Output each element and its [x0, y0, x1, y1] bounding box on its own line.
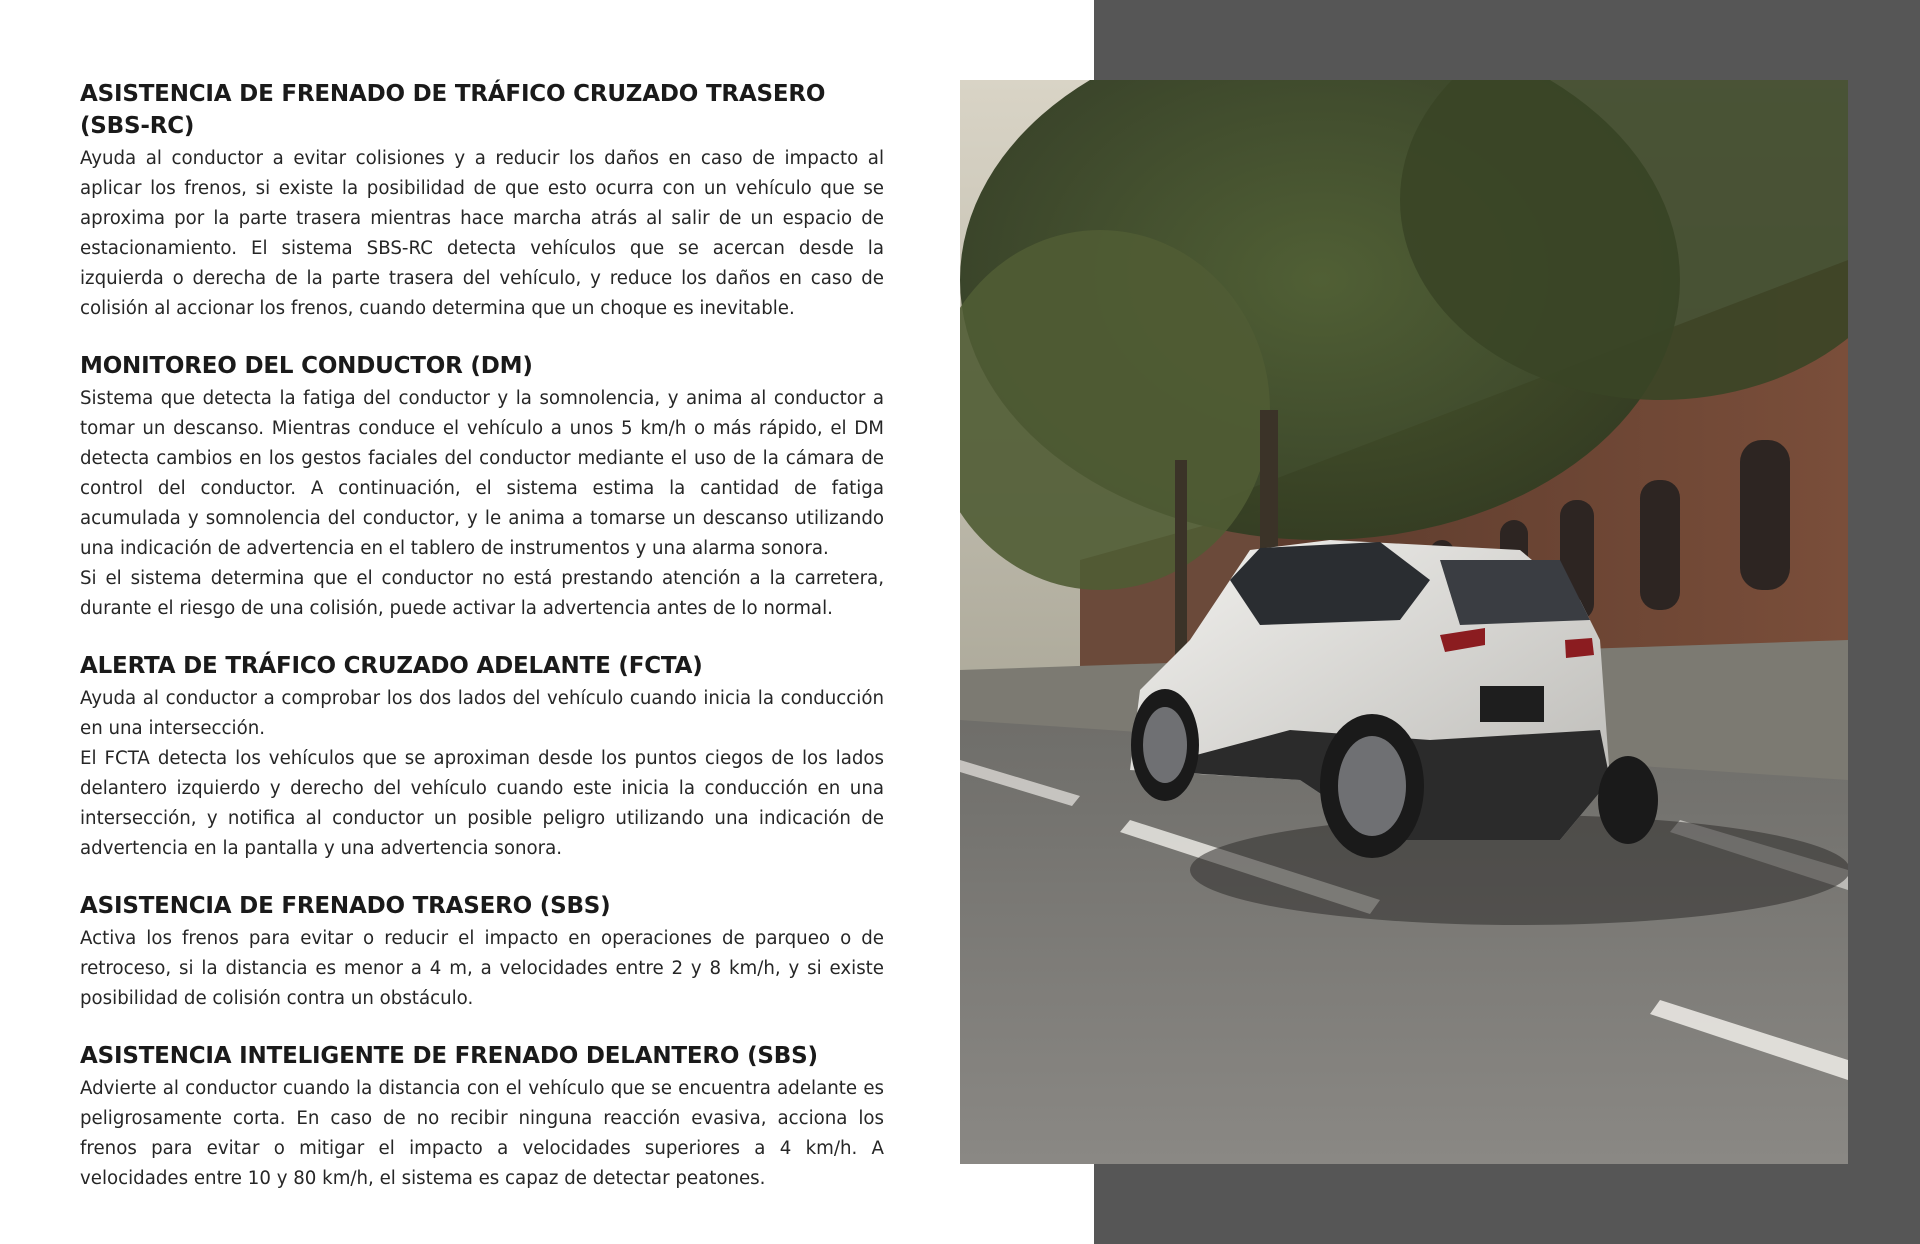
section-title: ASISTENCIA DE FRENADO DE TRÁFICO CRUZADO TRASERO (SBS-RC): [80, 81, 826, 139]
section-paragraph: Advierte al conductor cuando la distancia con el vehículo que se encuentra adelante es peligrosamente corta. En caso de no recibir ninguna reacción evasiva, acciona los frenos para evitar o mitigar el impacto a velocidades superiores a 4 km/h. A velocidades entre 10 y 80 km/h, el sistema es capaz de detectar peatones.: [80, 1078, 884, 1189]
section-title: ALERTA DE TRÁFICO CRUZADO ADELANTE (FCTA): [80, 653, 703, 679]
section-paragraph: Sistema que detecta la fatiga del conductor y la somnolencia, y anima al conductor a tomar un descanso. Mientras conduce el vehículo a unos 5 km/h o más rápido, el DM detecta cambios en los gestos faciales del conductor mediante el uso de la cámara de control del conductor. A continuación, el sistema estima la cantidad de fatiga acumulada y somnolencia del conductor, y le anima a tomarse un descanso utilizando una indicación de advertencia en el tablero de instrumentos y una alarma sonora.: [80, 388, 884, 559]
section-title: MONITOREO DEL CONDUCTOR (DM): [80, 353, 533, 379]
section-title: ASISTENCIA INTELIGENTE DE FRENADO DELANTERO (SBS): [80, 1043, 818, 1069]
section-paragraph: Activa los frenos para evitar o reducir el impacto en operaciones de parqueo o de retroceso, si la distancia es menor a 4 m, a velocidades entre 2 y 8 km/h, y si existe posibilidad de colisión contra un obstáculo.: [80, 928, 884, 1009]
section-paragraph: Ayuda al conductor a comprobar los dos lados del vehículo cuando inicia la conducción en una intersección.: [80, 688, 884, 739]
section-sbs-front: [80, 1040, 884, 1194]
section-sbs-rc: [80, 78, 884, 324]
section-dm: [80, 350, 884, 624]
section-paragraph: Ayuda al conductor a evitar colisiones y a reducir los daños en caso de impacto al aplicar los frenos, si existe la posibilidad de que esto ocurra con un vehículo que se aproxima por la parte trasera mientras hace marcha atrás al salir de un espacio de estacionamiento. El sistema SBS-RC detecta vehículos que se acercan desde la izquierda o derecha de la parte trasera del vehículo, y reduce los daños en caso de colisión al accionar los frenos, cuando determina que un choque es inevitable.: [80, 148, 884, 319]
feature-text-column: [80, 78, 884, 1220]
section-fcta: [80, 650, 884, 864]
section-paragraph: Si el sistema determina que el conductor no está prestando atención a la carretera, durante el riesgo de una colisión, puede activar la advertencia antes de lo normal.: [80, 568, 884, 619]
car-photo-illustration: [960, 80, 1848, 1164]
section-paragraph: El FCTA detecta los vehículos que se aproximan desde los puntos ciegos de los lados delantero izquierdo y derecho del vehículo cuando este inicia la conducción en una intersección, y notifica al conductor un posible peligro utilizando una indicación de advertencia en la pantalla y una advertencia sonora.: [80, 748, 884, 859]
section-title: ASISTENCIA DE FRENADO TRASERO (SBS): [80, 893, 611, 919]
car-photo: [960, 80, 1848, 1164]
section-sbs-rear: [80, 890, 884, 1014]
